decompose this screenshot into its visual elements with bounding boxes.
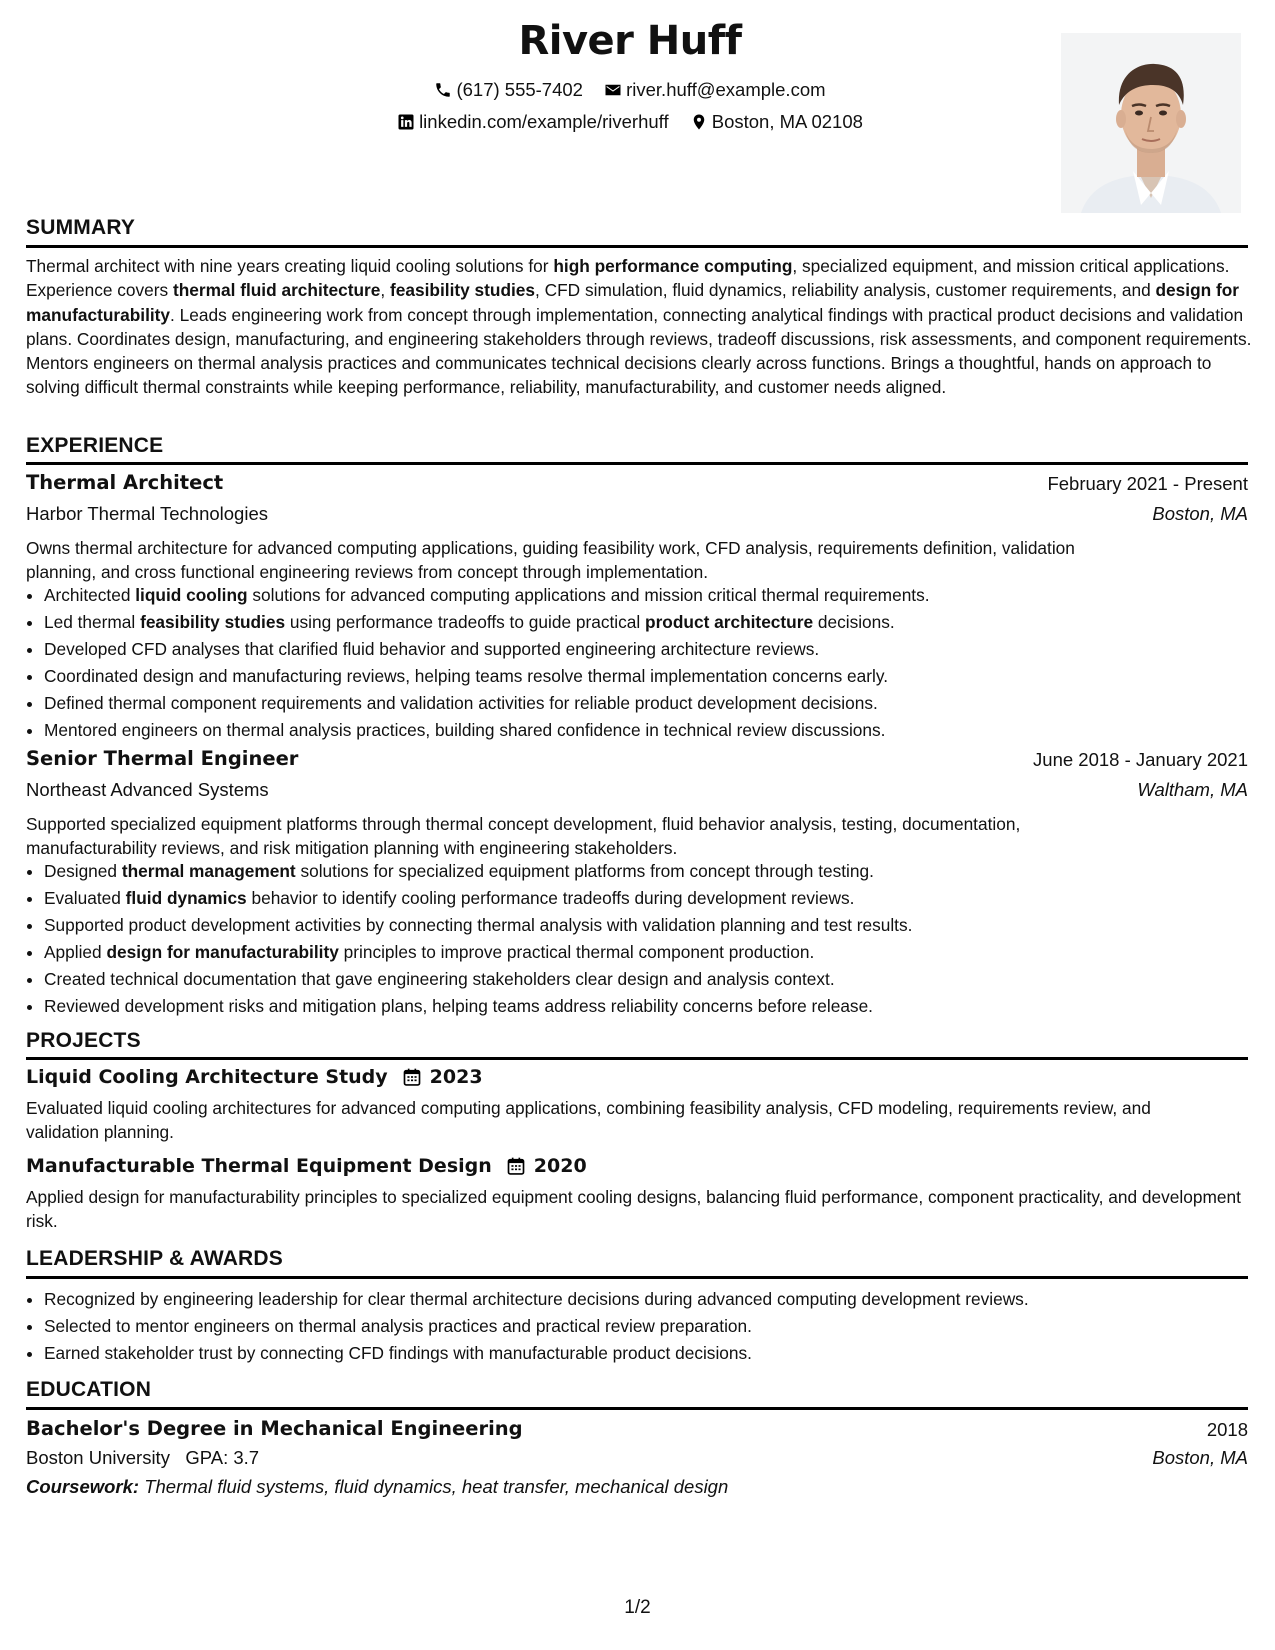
list-item: • Defined thermal component requirements and validation activities for reliable product development decisions.	[44, 690, 1274, 717]
summary-part: , specialized equipment, and mission critical applications. Experience covers	[26, 256, 1230, 301]
list-item: • Developed CFD analyses that clarified fluid behavior and supported engineering architecture reviews.	[44, 636, 1274, 663]
summary-text	[26, 254, 1256, 400]
project-title-row	[26, 1066, 483, 1088]
project-title-row	[26, 1155, 587, 1177]
job-company: Harbor Thermal Technologies	[26, 503, 268, 524]
list-item: • Selected to mentor engineers on thermal analysis practices and practical review preparation.	[44, 1313, 1274, 1340]
job-location: Waltham, MA	[1137, 779, 1248, 800]
job-bullets	[26, 858, 1274, 1020]
coursework-row	[26, 1476, 728, 1498]
calendar-icon	[506, 1156, 526, 1176]
degree-title: Bachelor's Degree in Mechanical Engineering	[26, 1417, 523, 1440]
summary-part: , CFD simulation, fluid dynamics, reliability analysis, customer requirements, and	[535, 280, 1156, 301]
coursework-text: Thermal fluid systems, fluid dynamics, heat transfer, mechanical design	[144, 1476, 729, 1497]
projects-heading: PROJECTS	[26, 1029, 141, 1052]
job-location: Boston, MA	[1152, 503, 1248, 524]
list-item: • Earned stakeholder trust by connecting CFD findings with manufacturable product decisions.	[44, 1340, 1274, 1367]
project-title: Manufacturable Thermal Equipment Design	[26, 1155, 492, 1177]
summary-keyword: high performance computing	[553, 256, 793, 276]
linkedin-contact[interactable]	[397, 111, 669, 133]
education-heading: EDUCATION	[26, 1378, 152, 1401]
list-item: • Coordinated design and manufacturing reviews, helping teams resolve thermal implementation concerns early.	[44, 663, 1274, 690]
leadership-heading: LEADERSHIP & AWARDS	[26, 1247, 283, 1270]
summary-heading: SUMMARY	[26, 216, 136, 239]
project-description: Applied design for manufacturability principles to specialized equipment cooling designs, balancing fluid performance, component practicality, and development risk.	[26, 1187, 1241, 1232]
phone-icon	[434, 81, 452, 99]
coursework-label: Coursework:	[26, 1476, 140, 1497]
list-item: • Reviewed development risks and mitigation plans, helping teams address reliability concerns before release.	[44, 993, 1274, 1020]
summary-part: ,	[380, 280, 391, 301]
school-name: Boston University	[26, 1447, 170, 1468]
calendar-icon	[402, 1067, 422, 1087]
job-title: Senior Thermal Engineer	[26, 747, 299, 770]
school-row	[26, 1447, 259, 1469]
summary-keyword: design for manufacturability	[26, 280, 1240, 325]
profile-photo	[1061, 33, 1241, 213]
linkedin-icon	[397, 113, 415, 131]
list-item: • Applied design for manufacturability principles to improve practical thermal component production.	[44, 939, 1274, 966]
page-number: 1/2	[624, 1597, 651, 1618]
job-company: Northeast Advanced Systems	[26, 779, 269, 800]
location-contact	[690, 111, 863, 133]
project-year: 2020	[533, 1155, 587, 1177]
experience-divider	[26, 462, 1248, 465]
graduation-year: 2018	[1206, 1419, 1248, 1440]
leadership-bullets	[26, 1286, 1274, 1367]
project-title: Liquid Cooling Architecture Study	[26, 1066, 388, 1088]
list-item: • Evaluated fluid dynamics behavior to identify cooling performance tradeoffs during development reviews.	[44, 885, 1274, 912]
envelope-icon	[604, 81, 622, 99]
linkedin-text: linkedin.com/example/riverhuff	[419, 111, 669, 132]
summary-divider	[26, 245, 1248, 248]
education-divider	[26, 1407, 1248, 1410]
project-description: Evaluated liquid cooling architectures for advanced computing applications, combining feasibility analysis, CFD modeling, requirements review, and validation planning.	[26, 1098, 1151, 1143]
list-item: • Supported product development activities by connecting thermal analysis with validation planning and test results.	[44, 912, 1274, 939]
job-description: Owns thermal architecture for advanced computing applications, guiding feasibility work, CFD analysis, requirements definition, validation planning, and cross functional engineering reviews from concept through implementation.	[26, 538, 1075, 583]
job-dates: June 2018 - January 2021	[1033, 749, 1248, 770]
list-item: • Architected liquid cooling solutions for advanced computing applications and mission critical thermal requirements.	[44, 582, 1274, 609]
email-contact[interactable]	[604, 79, 825, 101]
phone-contact[interactable]	[434, 79, 583, 101]
summary-keyword: feasibility studies	[390, 280, 536, 301]
email-text: river.huff@example.com	[626, 79, 826, 100]
list-item: • Designed thermal management solutions for specialized equipment platforms from concept through testing.	[44, 858, 1274, 885]
list-item: • Created technical documentation that gave engineering stakeholders clear design and analysis context.	[44, 966, 1274, 993]
job-bullets	[26, 582, 1274, 744]
leadership-divider	[26, 1276, 1248, 1279]
summary-part: Thermal architect with nine years creating liquid cooling solutions for	[26, 256, 554, 276]
phone-text: (617) 555-7402	[456, 79, 583, 100]
projects-divider	[26, 1057, 1248, 1060]
location-text: Boston, MA 02108	[711, 111, 863, 132]
map-pin-icon	[690, 113, 708, 131]
list-item: • Led thermal feasibility studies using performance tradeoffs to guide practical product architecture decisions.	[44, 609, 1274, 636]
job-title: Thermal Architect	[26, 471, 224, 494]
school-location: Boston, MA	[1152, 1447, 1248, 1468]
list-item: • Mentored engineers on thermal analysis practices, building shared confidence in technical review discussions.	[44, 717, 1274, 744]
gpa: GPA: 3.7	[185, 1447, 260, 1468]
job-description: Supported specialized equipment platforms through thermal concept development, fluid behavior analysis, testing, documentation, manufacturability reviews, and risk mitigation planning with engineering stakeholders.	[26, 814, 1021, 859]
job-dates: February 2021 - Present	[1047, 473, 1248, 494]
summary-part: . Leads engineering work from concept through implementation, connecting analytical findings with practical product decisions and validation plans. Coordinates design, manufacturing, and engineering stakeholders through reviews, tradeoff discussions, risk assessments, and component requirements. Mentors engineers on thermal analysis practices and communicates technical decisions clearly across functions. Brings a thoughtful, hands on approach to solving difficult thermal constraints while keeping performance, reliability, manufacturability, and customer needs aligned.	[26, 304, 1252, 398]
summary-keyword: thermal fluid architecture	[172, 280, 381, 301]
list-item: • Recognized by engineering leadership for clear thermal architecture decisions during advanced computing development reviews.	[44, 1286, 1274, 1313]
candidate-name: River Huff	[518, 18, 742, 64]
experience-heading: EXPERIENCE	[26, 434, 164, 457]
project-year: 2023	[429, 1066, 483, 1088]
